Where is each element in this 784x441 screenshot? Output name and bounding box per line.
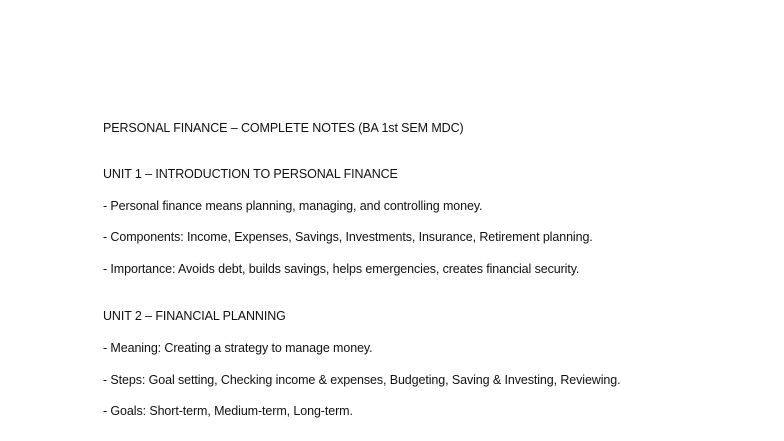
unit-1-heading: UNIT 1 – INTRODUCTION TO PERSONAL FINANCE — [103, 167, 398, 181]
unit-1-point-2: - Components: Income, Expenses, Savings, Investments, Insurance, Retirement planning. — [103, 230, 593, 244]
unit-2-heading: UNIT 2 – FINANCIAL PLANNING — [103, 309, 286, 323]
unit-1-point-1: - Personal finance means planning, managing, and controlling money. — [103, 199, 483, 213]
unit-1-point-3: - Importance: Avoids debt, builds savings, helps emergencies, creates financial security. — [103, 262, 580, 276]
document-title: PERSONAL FINANCE – COMPLETE NOTES (BA 1st SEM MDC) — [103, 121, 464, 135]
unit-2-point-3: - Goals: Short-term, Medium-term, Long-term. — [103, 404, 353, 418]
unit-2-point-2: - Steps: Goal setting, Checking income & expenses, Budgeting, Saving & Investing, Reviewing. — [103, 373, 621, 387]
unit-2-point-1: - Meaning: Creating a strategy to manage money. — [103, 341, 373, 355]
